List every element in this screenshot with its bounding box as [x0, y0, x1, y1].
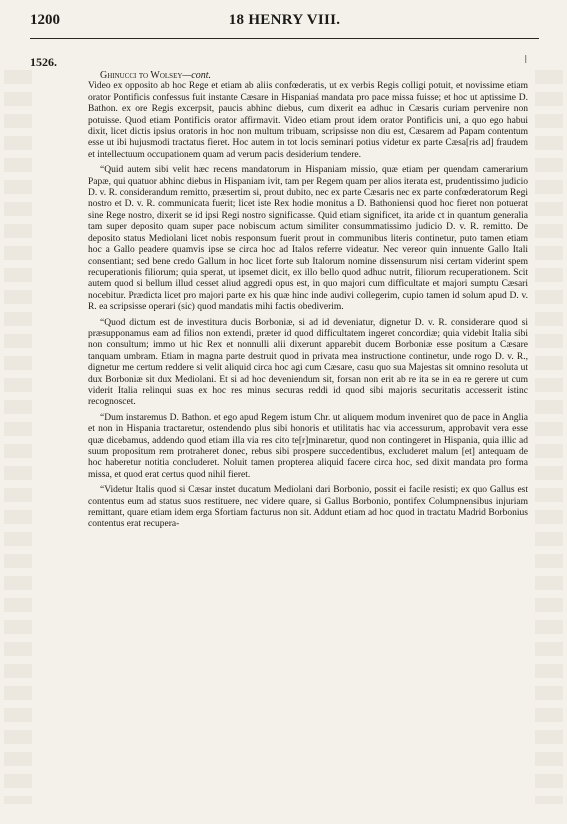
margin-year: 1526.	[30, 55, 57, 69]
paragraph: “Quid autem sibi velit hæc recens mandatorum in Hispaniam missio, quæ etiam per quendam camerarium Papæ, qui quatuor abhinc diebus in Hispaniam ivit, tam per Regem quam per alios iterata est, prudentissimo judicio D. v. R. considerandum remitto, præsertim si, prout dubito, nec ex parte Cæsaris nec ex parte confœderatorum Regi nostro et D. v. R. communicata fuerit; licet iste Rex hodie monitus a D. Bathoniensi quod hoc fieret non potuerat sine Rege nostro, dixerit se id ipsi Regi nostro significasse. Quid etiam significet, ita aride ct in quantum generalia tam super deposito quam super pace nobiscum actum similiter consummatissimo judicio D. v. R. remitto. De deposito status Mediolani licet nobis responsum fuerit prout in communibus literis continetur, puto tamen etiam hoc a Gallo peadere quamvis ipse se circa hoc ad Italos referre videatur. Nec vereor quin innuente Gallo Itali consentiant; sed bene credo Gallum in hoc licet forte sub Italorum nomine dissensurum nisi certam viderint spem recuperationis filiorum; quia sperat, ut ipsemet dicit, ex illo bello quod adhuc nutrit, filiorum recuperationem. Scit autem quod si bellum illud cesset aliud aggredi opus est, in quo majori cum difficultate et majori sumptu Cæsari nocebitur. Prædicta licet pro majori parte ex his quæ hinc inde audivi collegerim, cupio tamen id solum apud D. v. R. ea scripsisse operari (sic) quod mandatis mihi factis obediverim.	[88, 165, 528, 313]
document-body	[88, 70, 528, 531]
library-watermark-right	[535, 70, 563, 804]
letter-heading-name: Ghinucci to Wolsey	[100, 70, 183, 81]
running-title: 18 HENRY VIII.	[228, 12, 341, 28]
page-header	[30, 12, 539, 34]
letter-heading	[88, 70, 528, 81]
paragraph: “Dum instaremus D. Bathon. et ego apud Regem istum Chr. ut aliquem modum inveniret quo de pace in Anglia et non in Hispania tractaretur, ostendendo plus sibi honoris et utilitatis hac via accessurum, approbavit vera esse quæ dicebamus, addendo quod etiam illa via res cito te[r]minaretur, quod non contingeret in Hispania, quia illic ad suum propositum rem protraheret donec, rebus sibi prospere succedentibus, excluderet malum [et] antequam de hoc haberetur notitia concluderet. Noluit tamen propterea aliquid facere circa hoc, sed dixit mandata pro forma missa, et quod erat certus quod nihil fieret.	[88, 412, 528, 480]
paragraph: Video ex opposito ab hoc Rege et etiam ab aliis confœderatis, ut ex verbis Regis colligi potuit, et novissime etiam orator Pontificis confessus fuit instante Cæsare in Hispaniaś mandata pro pace missa fuisse; et hoc ut aptissime D. Bathon. ex ore Regis excerpsit, paucis abhinc diebus, cum dixerit ea adhuc in Cæsaris curiam pervenire non potuisse. Quod etiam Pontificis orator affirmavit. Video etiam prout idem orator Pontificis uni, a quo ego habui dixit, licet dictis ipsius oratoris in hoc non multum tribuam, scripsisse non diu est, Cæsarem ad Papam contentum esse ut ibi hujusmodi tractatus fieret. Hoc autem in tot locis seminari potius videtur ex parte Cæsa[ris ad] fraudem et intellectuum occupationem quam ad verum pacis desiderium tendere.	[88, 81, 528, 160]
header-rule	[30, 38, 539, 39]
margin-mark: ǀ	[524, 52, 527, 66]
letter-heading-suffix: —cont.	[182, 70, 212, 81]
paragraph: “Quod dictum est de investitura ducis Borboniæ, si ad id deveniatur, dignetur D. v. R. considerare quod si præsupponamus eam ad filios non extendi, præter id quod difficultatem ingeret concordiæ; quia videbit Italia sibi non consultum; immo ut hic Rex et nonnulli alii dixerunt apparebit ducem Borboniæ esse positum a Cæsare tanquam umbram. Etiam in magna parte destruit quod in privata mea instructione continetur, unde rogo D. v. R., dignetur me certum reddere si velit aliquid circa hoc agi cum Cæsare, casu quo sua Majestas sit omnino resoluta ut dux Borboniæ sit dux Mediolani. Et si ad hoc deveniendum sit, forsan non erit ab re ita se in ea re gerere ut cum viderit Italia relinqui suas ex hoc res minus securas reddi id quod sibi majoris securitatis accesserit istinc recognoscet.	[88, 317, 528, 408]
library-watermark-left	[4, 70, 32, 804]
paragraph: “Videtur Italis quod si Cæsar instet ducatum Mediolani dari Borbonio, possit ei facile resisti; ex quo Gallus est contentus eum ad status suos restituere, nec videre quare, si Gallus Borbonio, pontifex Columpnensibus injuriam remittant, quare etiam idem erga Sfortiam facturus non sit. Addunt etiam ad hoc quod in tractatu Madrid Borbonius contentus erat recupera-	[88, 485, 528, 530]
page-number: 1200	[30, 12, 60, 28]
